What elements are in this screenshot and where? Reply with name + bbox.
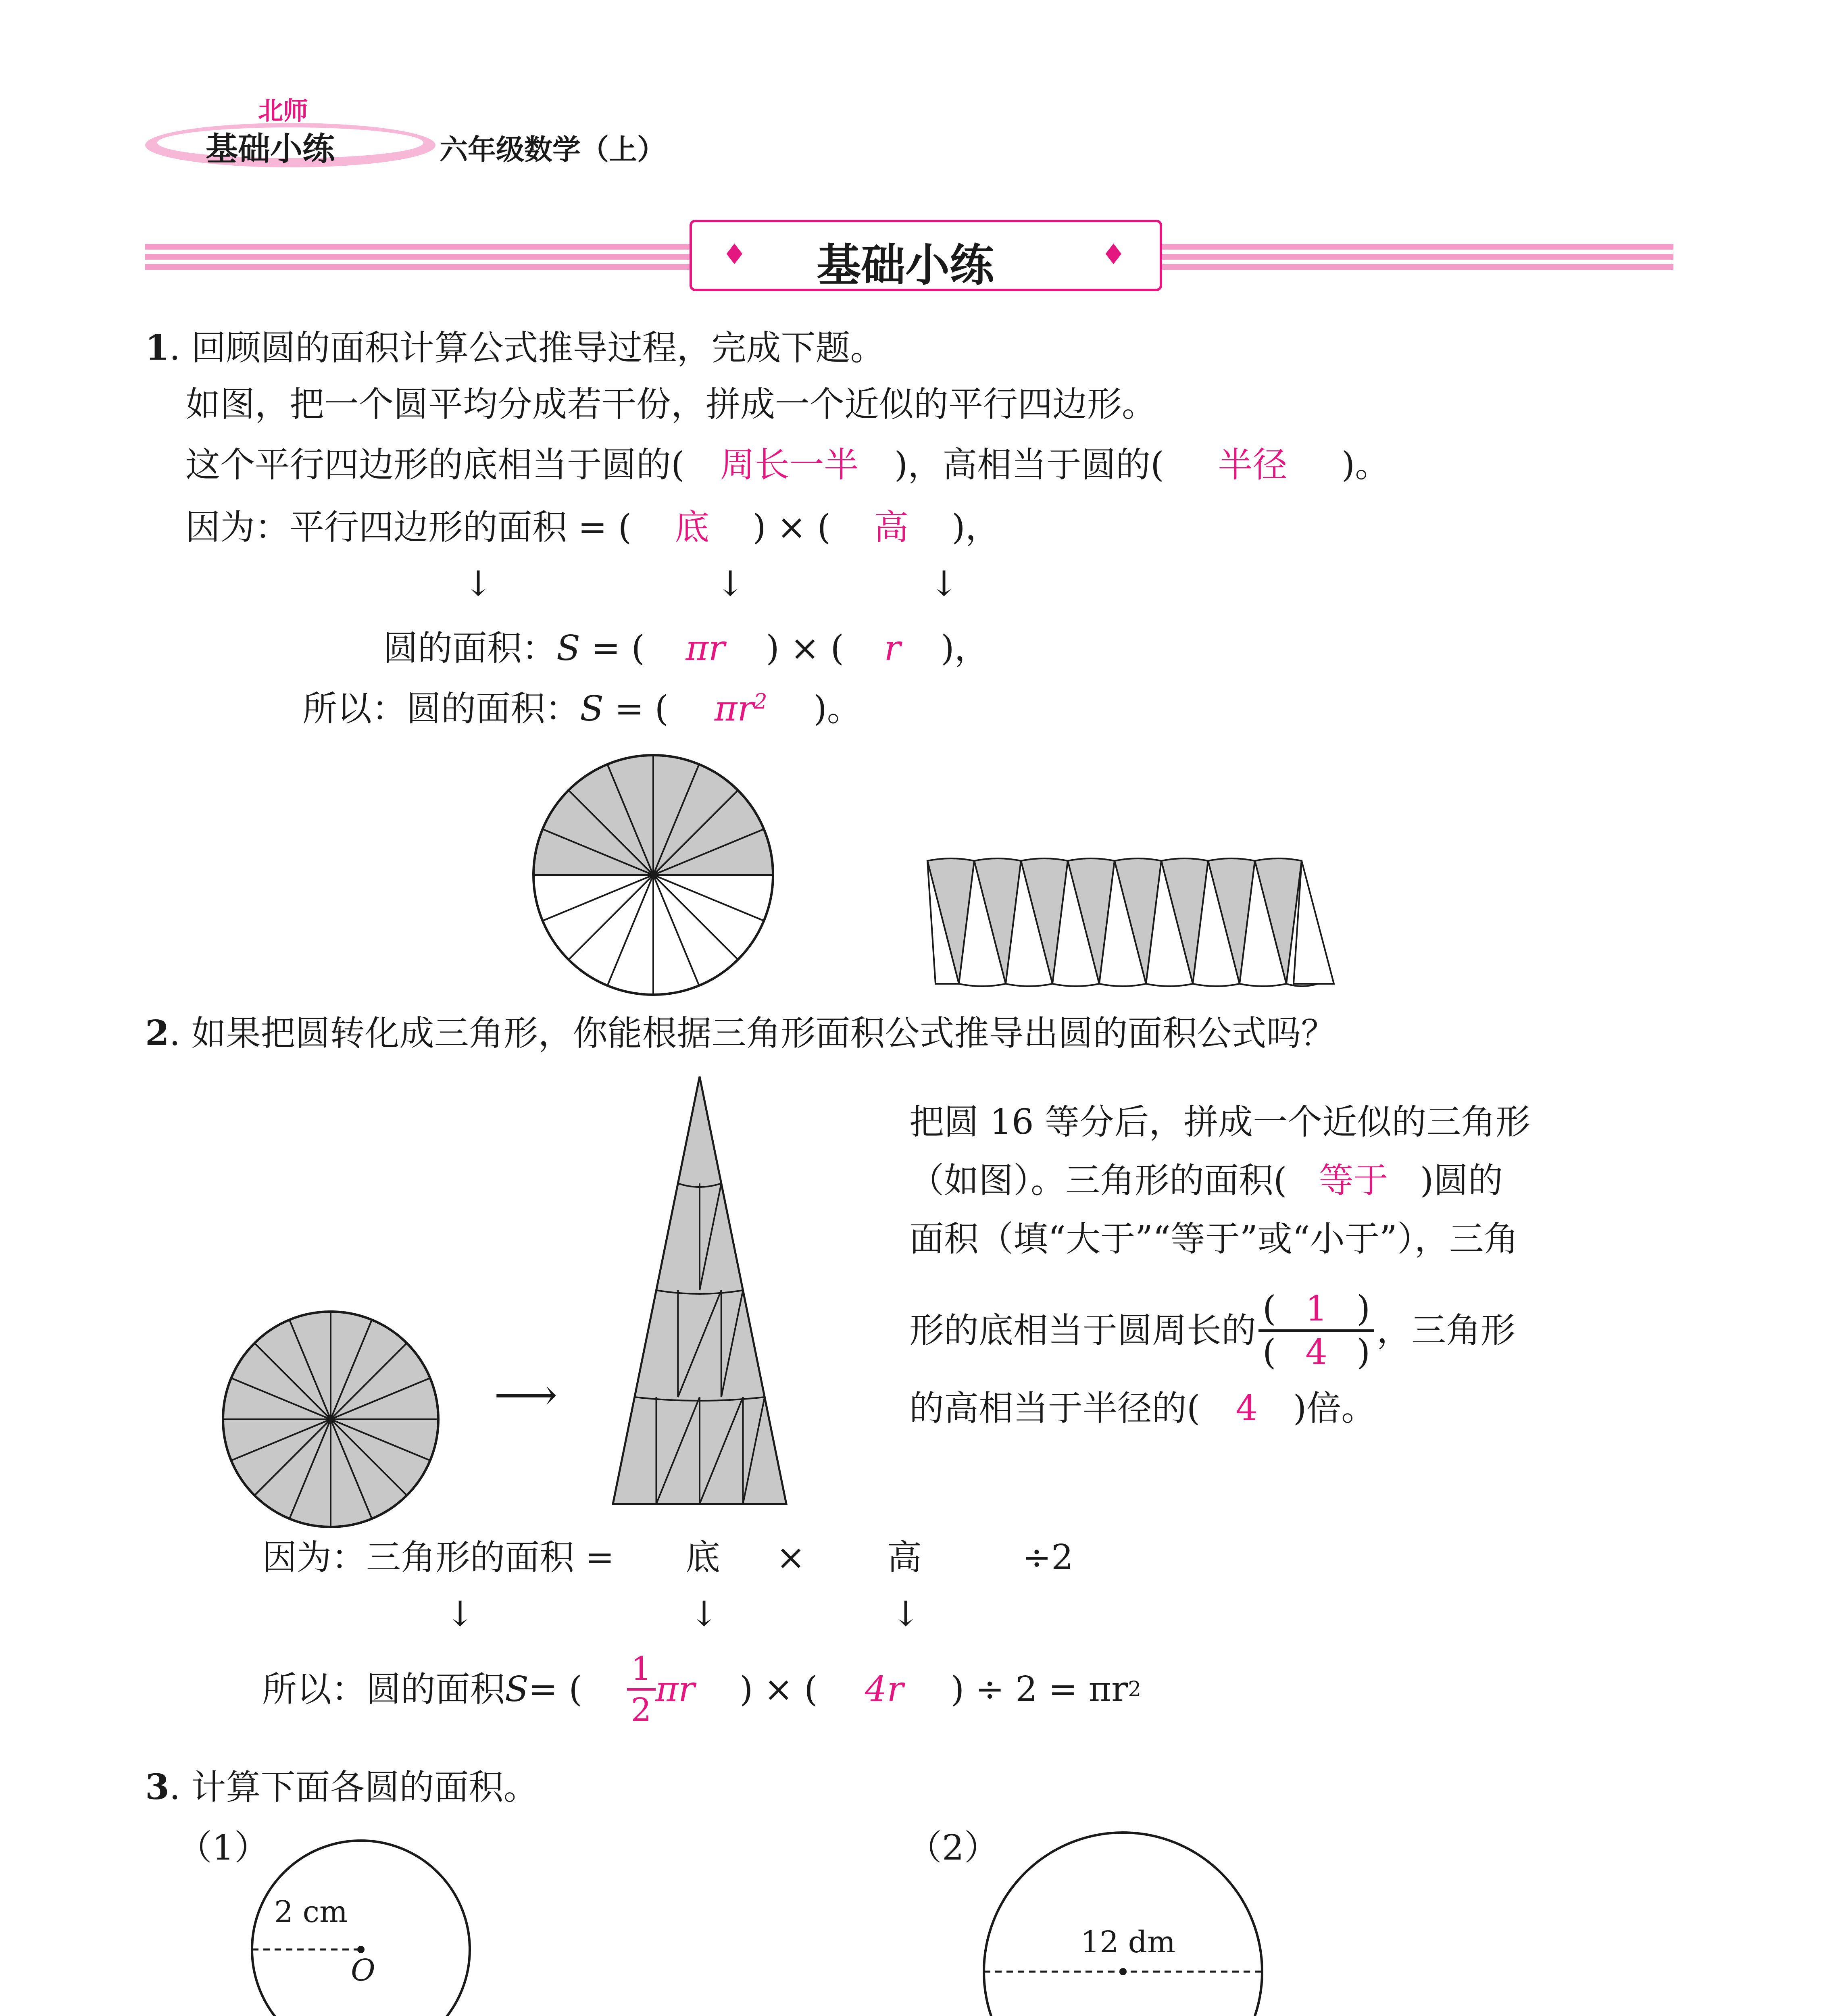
brand-main: 基础小练 [206,130,335,168]
q2-triangle-pieces [613,1077,786,1504]
q1-arrow-1: ↓ [464,564,493,604]
q1-title-text: . 回顾圆的面积计算公式推导过程，完成下题。 [169,328,885,368]
q3-circle-2 [978,1826,1268,2016]
q2-para-line2: （如图）。三角形的面积( 等于 )圆的 [909,1160,1503,1201]
q1-number: 1 [145,327,169,368]
q2-arrow-3: ↓ [891,1594,921,1634]
brand-top: 北师 [258,96,308,125]
q1-divided-circle [528,750,778,1000]
q2-para-line1: 把圆 16 等分后，拼成一个近似的三角形 [909,1102,1531,1142]
q2-blank-four: 4 [1236,1388,1258,1429]
q2-fraction-blank: $\frac{( 1 )}{( 4 )}$ [1258,1291,1374,1370]
q1-blank-circumference-half: 周长一半 [720,445,859,485]
q2-blank-equal: 等于 [1319,1160,1388,1201]
parallelogram-white-piece [1294,861,1334,984]
q1-blank-pir: πr [685,628,725,669]
q1-parallelogram-pieces [927,858,1334,986]
q3-title [145,1767,538,1808]
q2-blank-4r: 4r [865,1669,904,1710]
q2-number: 2 [145,1013,169,1054]
q2-para-line5: 的高相当于半径的( 4 )倍。 [909,1388,1376,1429]
q2-divided-circle [218,1306,444,1532]
q2-fraction-numerator: 1 [1305,1289,1327,1329]
q2-transform-arrow-icon: ⟶ [494,1369,558,1420]
q2-arrow-1: ↓ [446,1594,475,1634]
q3-title-text: . 计算下面各圆的面积。 [169,1767,538,1808]
q1-arrow-2: ↓ [716,564,745,604]
q1-blank-height: 高 [874,507,909,548]
q2-arrow-2: ↓ [690,1594,719,1634]
q2-formula-1-times: × [776,1537,806,1578]
q3-label-1: （1） [177,1828,269,1868]
grade-label: 六年级数学（上） [440,133,665,166]
q1-line2: 如图，把一个圆平均分成若干份，拼成一个近似的平行四边形。 [185,384,1156,425]
q2-para-line4: 形的底相当于圆周长的 $\frac{( 1 )}{( 4 )}$ ，三角形 [909,1289,1516,1372]
q2-title-text: . 如果把圆转化成三角形，你能根据三角形面积公式推导出圆的面积公式吗？ [169,1013,1336,1054]
diamond-right-icon: ♦ [1101,238,1126,271]
q1-line3: 这个平行四边形的底相当于圆的( 周长一半 )，高相当于圆的( 半径 )。 [185,445,1390,485]
q2-formula-1-lead: 因为：三角形的面积 = [262,1537,615,1578]
q2-para-line3: 面积（填“大于”“等于”或“小于”），三角 [909,1219,1519,1259]
q3-label-2: （2） [907,1828,999,1868]
q2-formula-1-div: ÷2 [1022,1537,1073,1578]
q3-diameter-label: 12 dm [1081,1925,1176,1960]
q2-title [145,1013,1336,1054]
q1-blank-pir2: $\pi r^2$ [714,689,767,729]
q1-parallelogram-figure [923,855,1335,992]
q1-blank-radius: 半径 [1218,445,1288,485]
q1-arrow-3: ↓ [929,564,959,604]
q2-fraction-denominator: 4 [1305,1332,1327,1372]
q2-formula-2: 所以：圆的面积 S = ( $\frac{1}{2}$ πr ) × ( 4r ) ÷ 2 = πr 2 [262,1650,1142,1729]
q2-formula-1-height: 高 [887,1537,922,1578]
q1-blank-base: 底 [675,507,710,548]
q1-line4: 因为：平行四边形的面积 = ( 底 ) × ( 高 )， [185,507,1000,548]
q2-formula-1-base: 底 [685,1537,720,1578]
q1-line5: 圆的面积：S = ( πr ) × ( r )， [383,628,989,669]
diamond-left-icon: ♦ [722,238,747,271]
q1-blank-r: r [884,628,901,669]
q1-line6: 所以：圆的面积：S = ( $\pi r^2$ )。 [302,689,862,729]
q3-radius-label: 2 cm [274,1895,348,1929]
q3-center-label: O [351,1953,375,1988]
q2-blank-half-pir: $\frac{1}{2}$ πr [582,1653,740,1726]
q1-title [145,327,885,368]
q2-triangle-figure [605,1073,794,1512]
section-title: 基础小练 [817,240,994,291]
q3-number: 3 [145,1767,169,1808]
